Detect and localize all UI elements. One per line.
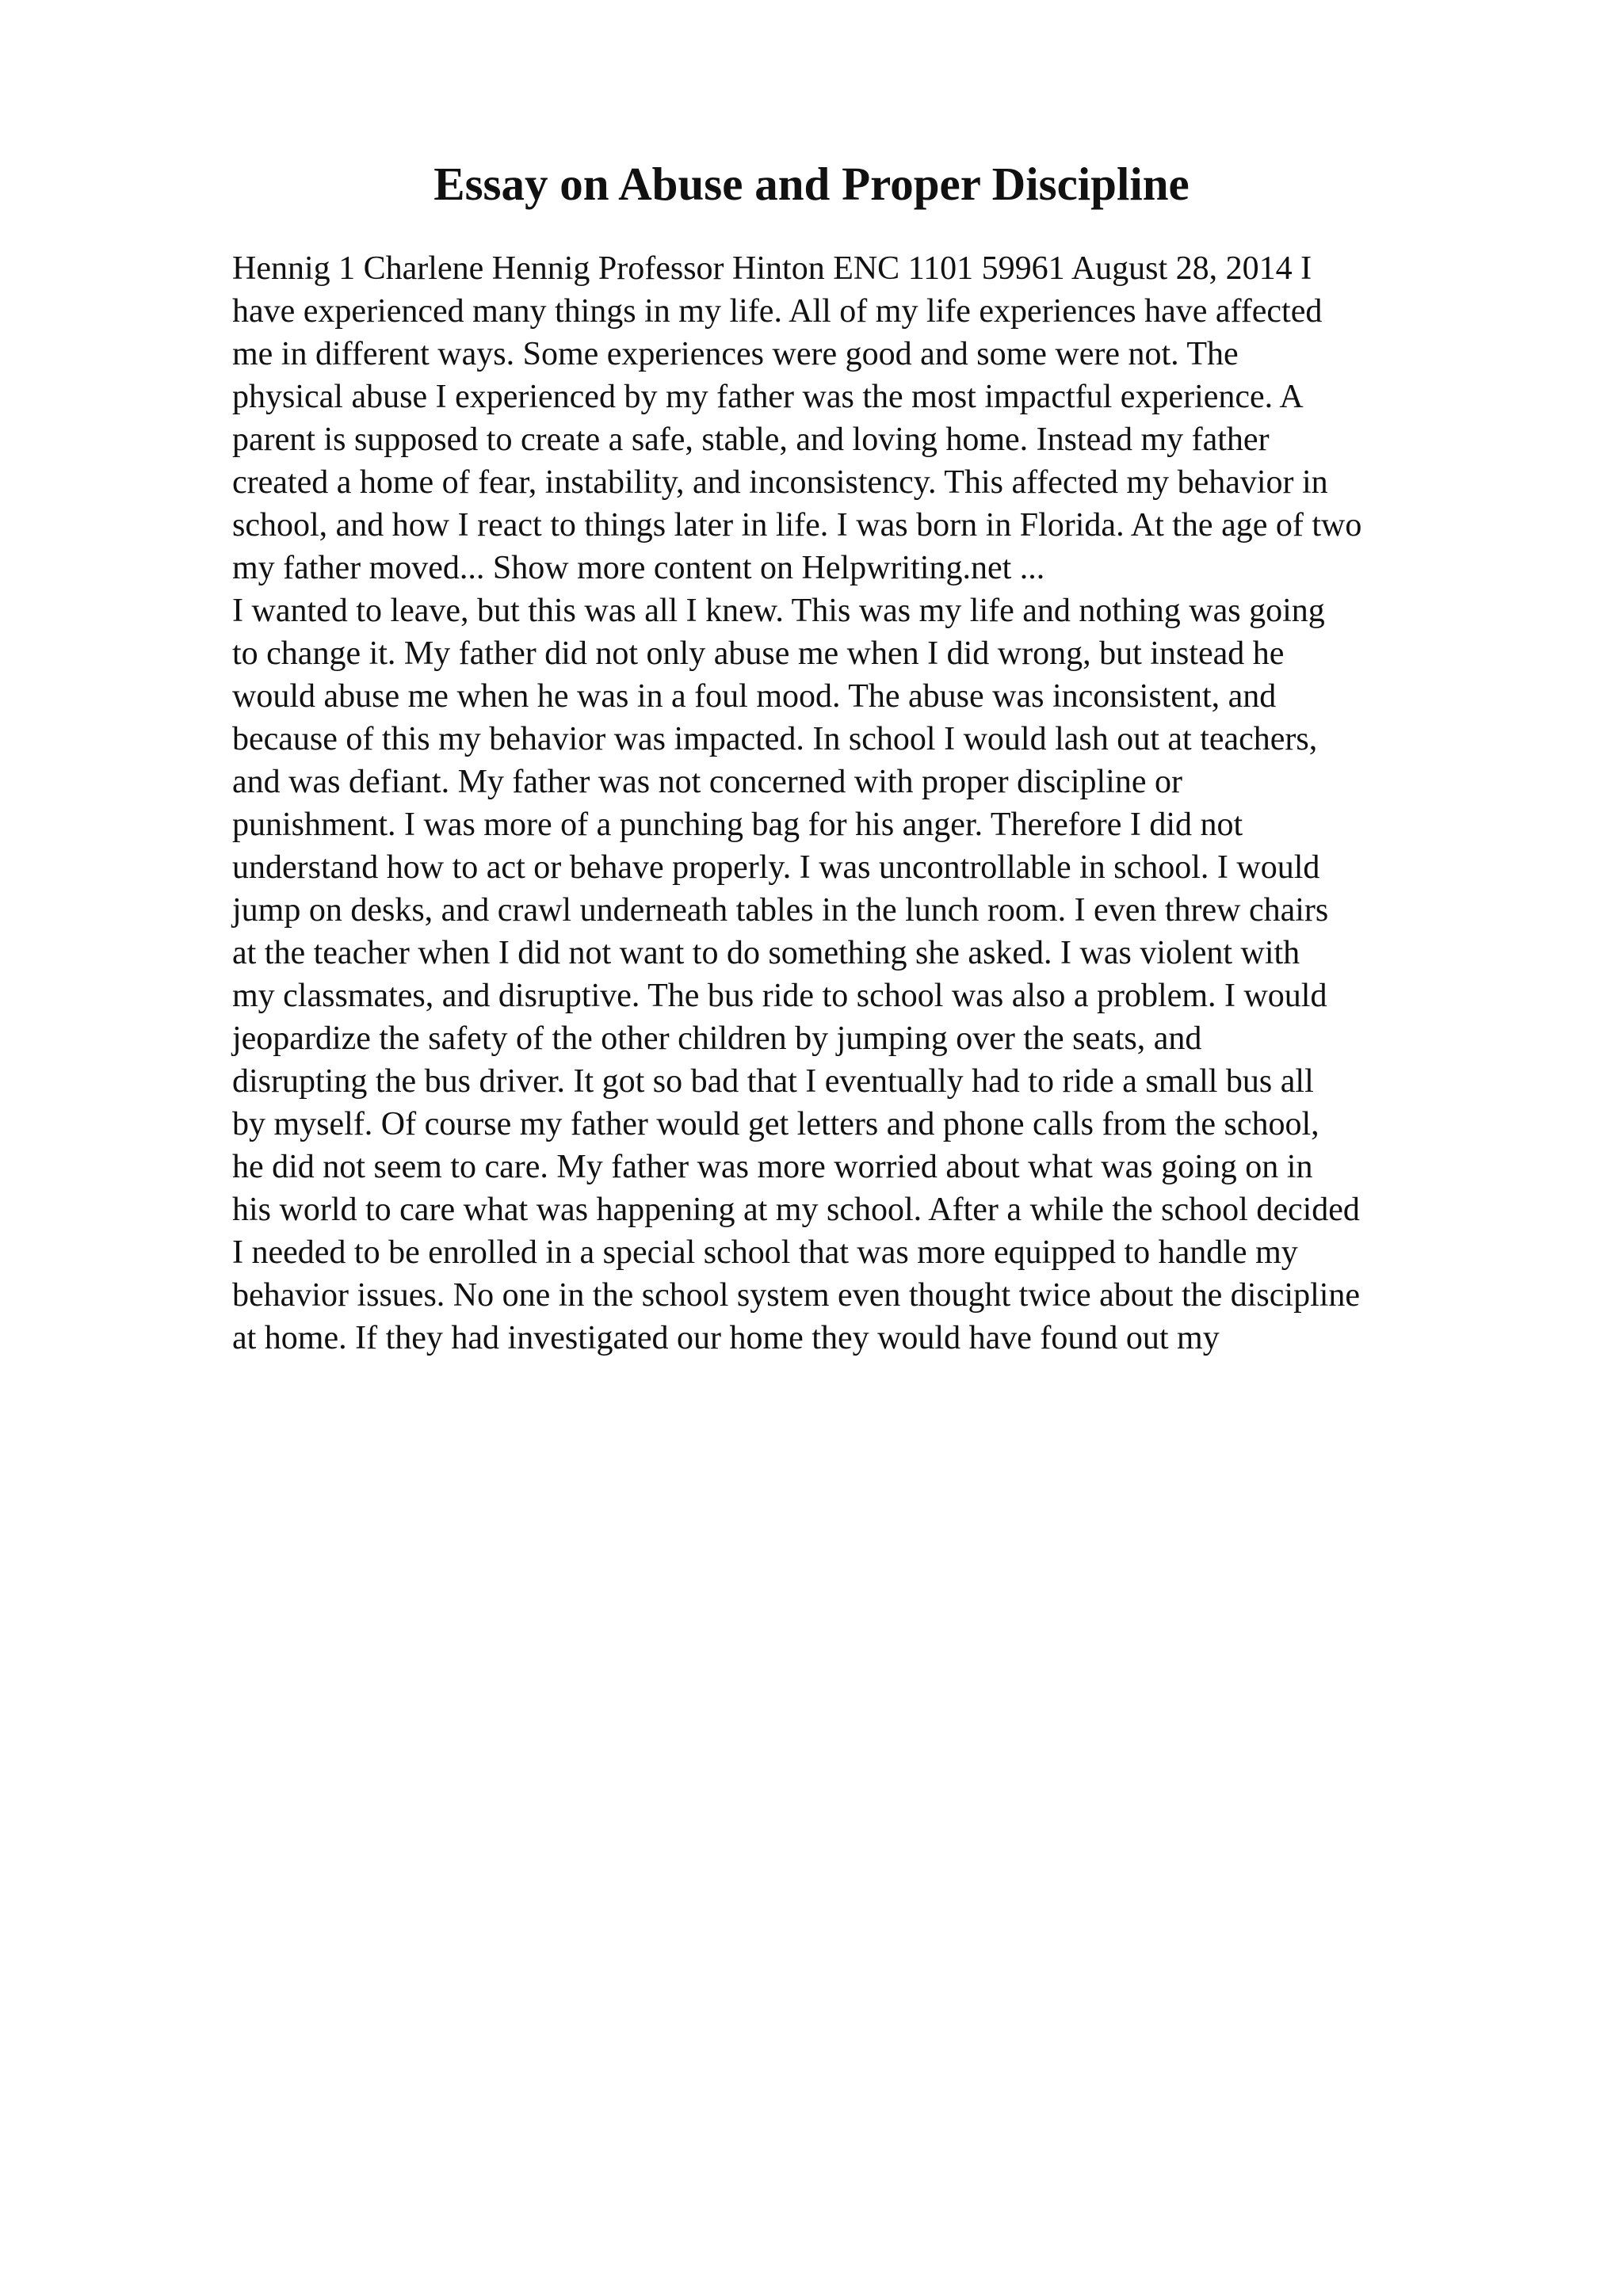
body-line: at the teacher when I did not want to do something she asked. I was violent with: [232, 935, 1300, 971]
body-line: by myself. Of course my father would get letters and phone calls from the school,: [232, 1106, 1319, 1142]
body-line: jeopardize the safety of the other children by jumping over the seats, and: [232, 1020, 1202, 1057]
body-line: would abuse me when he was in a foul mood. The abuse was inconsistent, and: [232, 678, 1277, 715]
body-line: because of this my behavior was impacted. In school I would lash out at teachers,: [232, 721, 1318, 757]
body-line: I needed to be enrolled in a special school that was more equipped to handle my: [232, 1234, 1298, 1271]
body-line: my classmates, and disruptive. The bus ride to school was also a problem. I would: [232, 978, 1327, 1014]
body-line: have experienced many things in my life. All of my life experiences have affected: [232, 293, 1323, 330]
show-more-line: my father moved... Show more content on Helpwriting.net ...: [232, 550, 1045, 586]
body-line: he did not seem to care. My father was more worried about what was going on in: [232, 1149, 1313, 1185]
body-line: me in different ways. Some experiences were good and some were not. The: [232, 336, 1239, 372]
body-line: his world to care what was happening at my school. After a while the school decided: [232, 1192, 1360, 1228]
body-line: disrupting the bus driver. It got so bad that I eventually had to ride a small bus all: [232, 1063, 1314, 1100]
body-line: and was defiant. My father was not concerned with proper discipline or: [232, 764, 1182, 800]
body-line: to change it. My father did not only abuse me when I did wrong, but instead he: [232, 635, 1285, 672]
essay-body: [232, 247, 1500, 1360]
body-line: created a home of fear, instability, and inconsistency. This affected my behavior in: [232, 464, 1328, 501]
body-line: behavior issues. No one in the school system even thought twice about the discipline: [232, 1277, 1361, 1314]
body-line: parent is supposed to create a safe, stable, and loving home. Instead my father: [232, 421, 1270, 458]
body-line: at home. If they had investigated our home they would have found out my: [232, 1320, 1220, 1356]
body-line: jump on desks, and crawl underneath tables in the lunch room. I even threw chairs: [232, 892, 1329, 929]
body-line: I wanted to leave, but this was all I knew. This was my life and nothing was going: [232, 593, 1325, 629]
essay-title: Essay on Abuse and Proper Discipline: [433, 158, 1190, 210]
body-line: physical abuse I experienced by my father was the most impactful experience. A: [232, 379, 1304, 415]
body-line: punishment. I was more of a punching bag for his anger. Therefore I did not: [232, 807, 1243, 843]
body-line: understand how to act or behave properly. I was uncontrollable in school. I would: [232, 849, 1320, 886]
body-line: Hennig 1 Charlene Hennig Professor Hinton ENC 1101 59961 August 28, 2014 I: [232, 250, 1312, 287]
body-line: school, and how I react to things later in life. I was born in Florida. At the age of two: [232, 507, 1362, 543]
